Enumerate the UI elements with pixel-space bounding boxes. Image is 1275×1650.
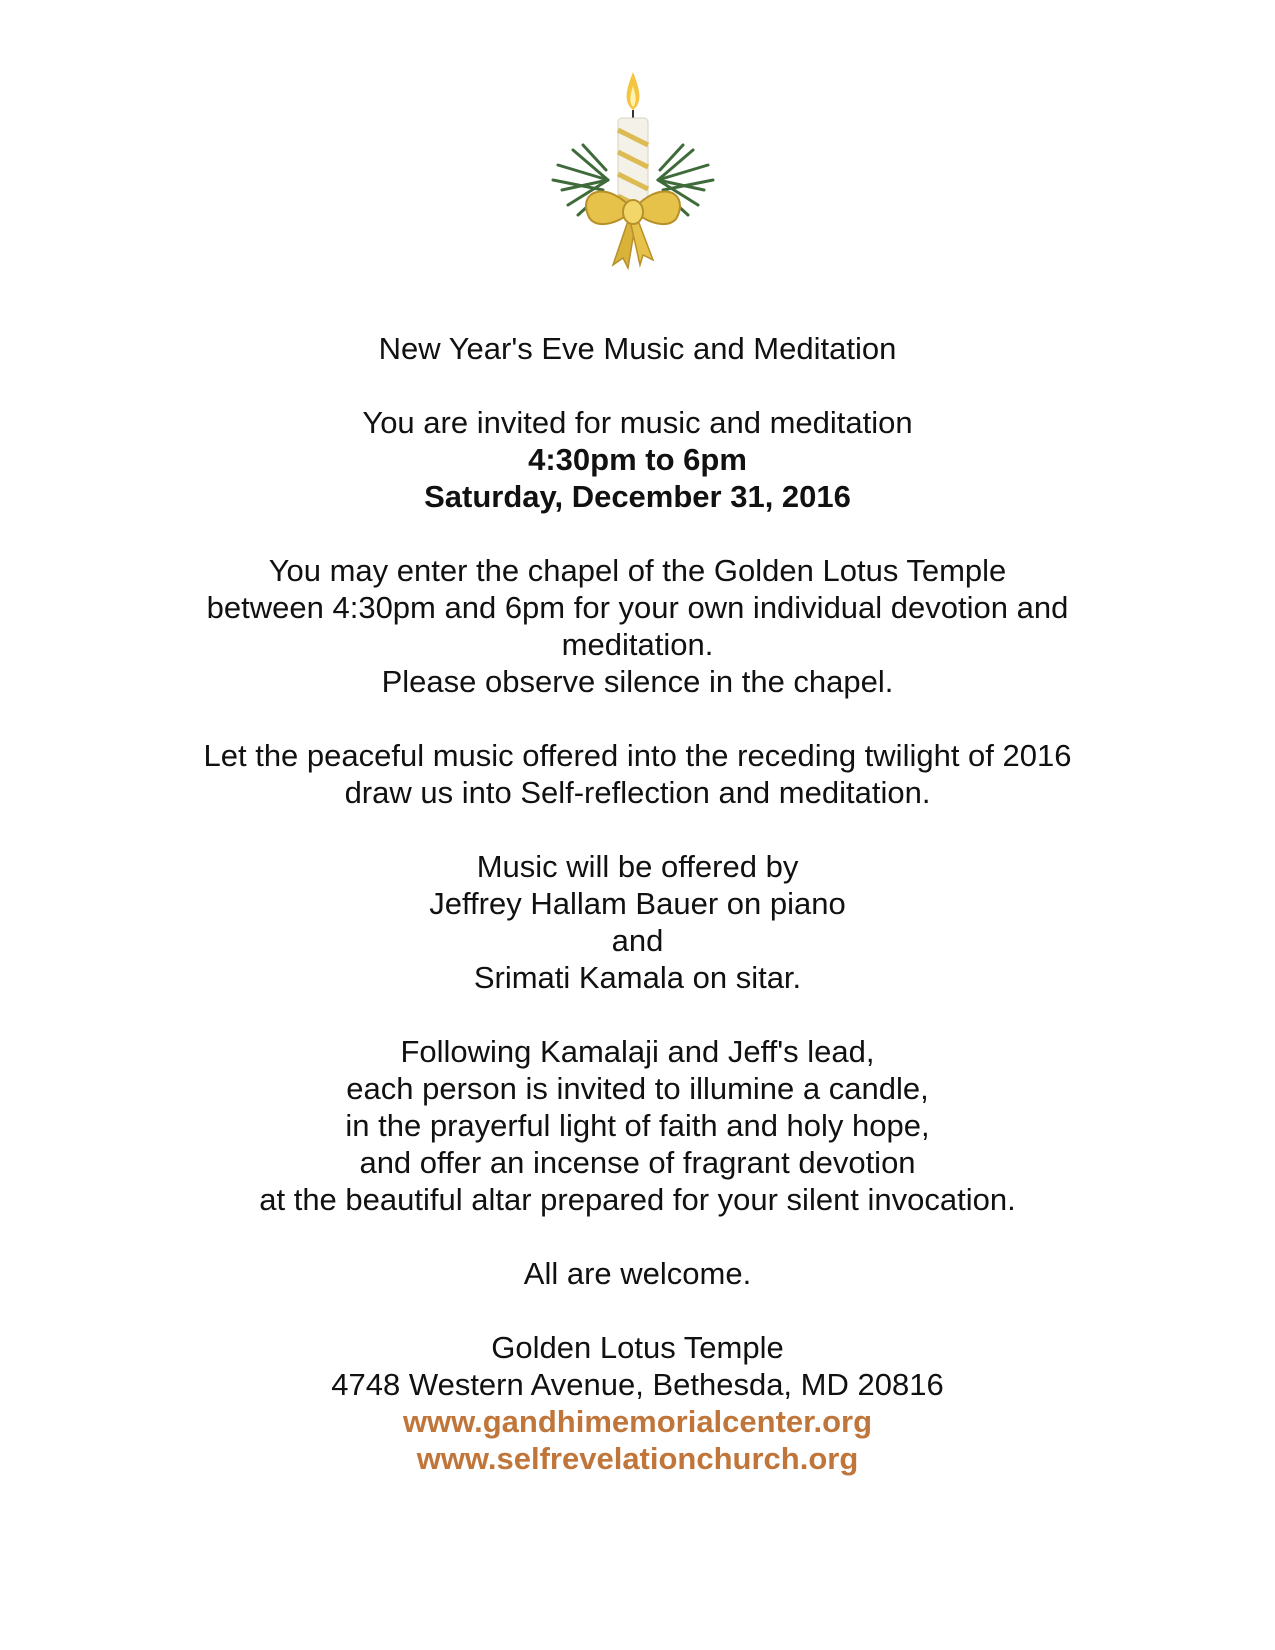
chapel-line: Please observe silence in the chapel. xyxy=(381,664,894,699)
ritual-line: each person is invited to illumine a candle, xyxy=(346,1071,929,1106)
performer-line: Music will be offered by xyxy=(476,849,799,884)
website-link-gandhi[interactable]: www.gandhimemorialcenter.org xyxy=(402,1404,873,1439)
chapel-line: between 4:30pm and 6pm for your own individual devotion and xyxy=(206,590,1069,625)
performer-line: and xyxy=(611,923,664,958)
temple-name: Golden Lotus Temple xyxy=(491,1330,784,1365)
ritual-line: and offer an incense of fragrant devotion xyxy=(359,1145,916,1180)
ritual-line: in the prayerful light of faith and holy hope, xyxy=(345,1108,930,1143)
reflection-line: draw us into Self-reflection and meditation. xyxy=(344,775,931,810)
performer-line: Srimati Kamala on sitar. xyxy=(473,960,802,995)
event-date: Saturday, December 31, 2016 xyxy=(424,479,851,514)
event-time: 4:30pm to 6pm xyxy=(528,442,747,477)
ritual-line: at the beautiful altar prepared for your silent invocation. xyxy=(259,1182,1016,1217)
welcome-line: All are welcome. xyxy=(523,1256,752,1291)
ritual-line: Following Kamalaji and Jeff's lead, xyxy=(400,1034,875,1069)
performer-line: Jeffrey Hallam Bauer on piano xyxy=(429,886,846,921)
candle-with-gold-bow-icon xyxy=(548,70,718,270)
website-link-selfrevelation[interactable]: www.selfrevelationchurch.org xyxy=(416,1441,859,1476)
event-title: New Year's Eve Music and Meditation xyxy=(378,331,897,366)
chapel-line: You may enter the chapel of the Golden Lotus Temple xyxy=(268,553,1007,588)
reflection-line: Let the peaceful music offered into the receding twilight of 2016 xyxy=(203,738,1072,773)
temple-address: 4748 Western Avenue, Bethesda, MD 20816 xyxy=(331,1367,944,1402)
chapel-line: meditation. xyxy=(561,627,714,662)
invitation-line: You are invited for music and meditation xyxy=(362,405,913,440)
flyer-text xyxy=(0,330,1275,1477)
